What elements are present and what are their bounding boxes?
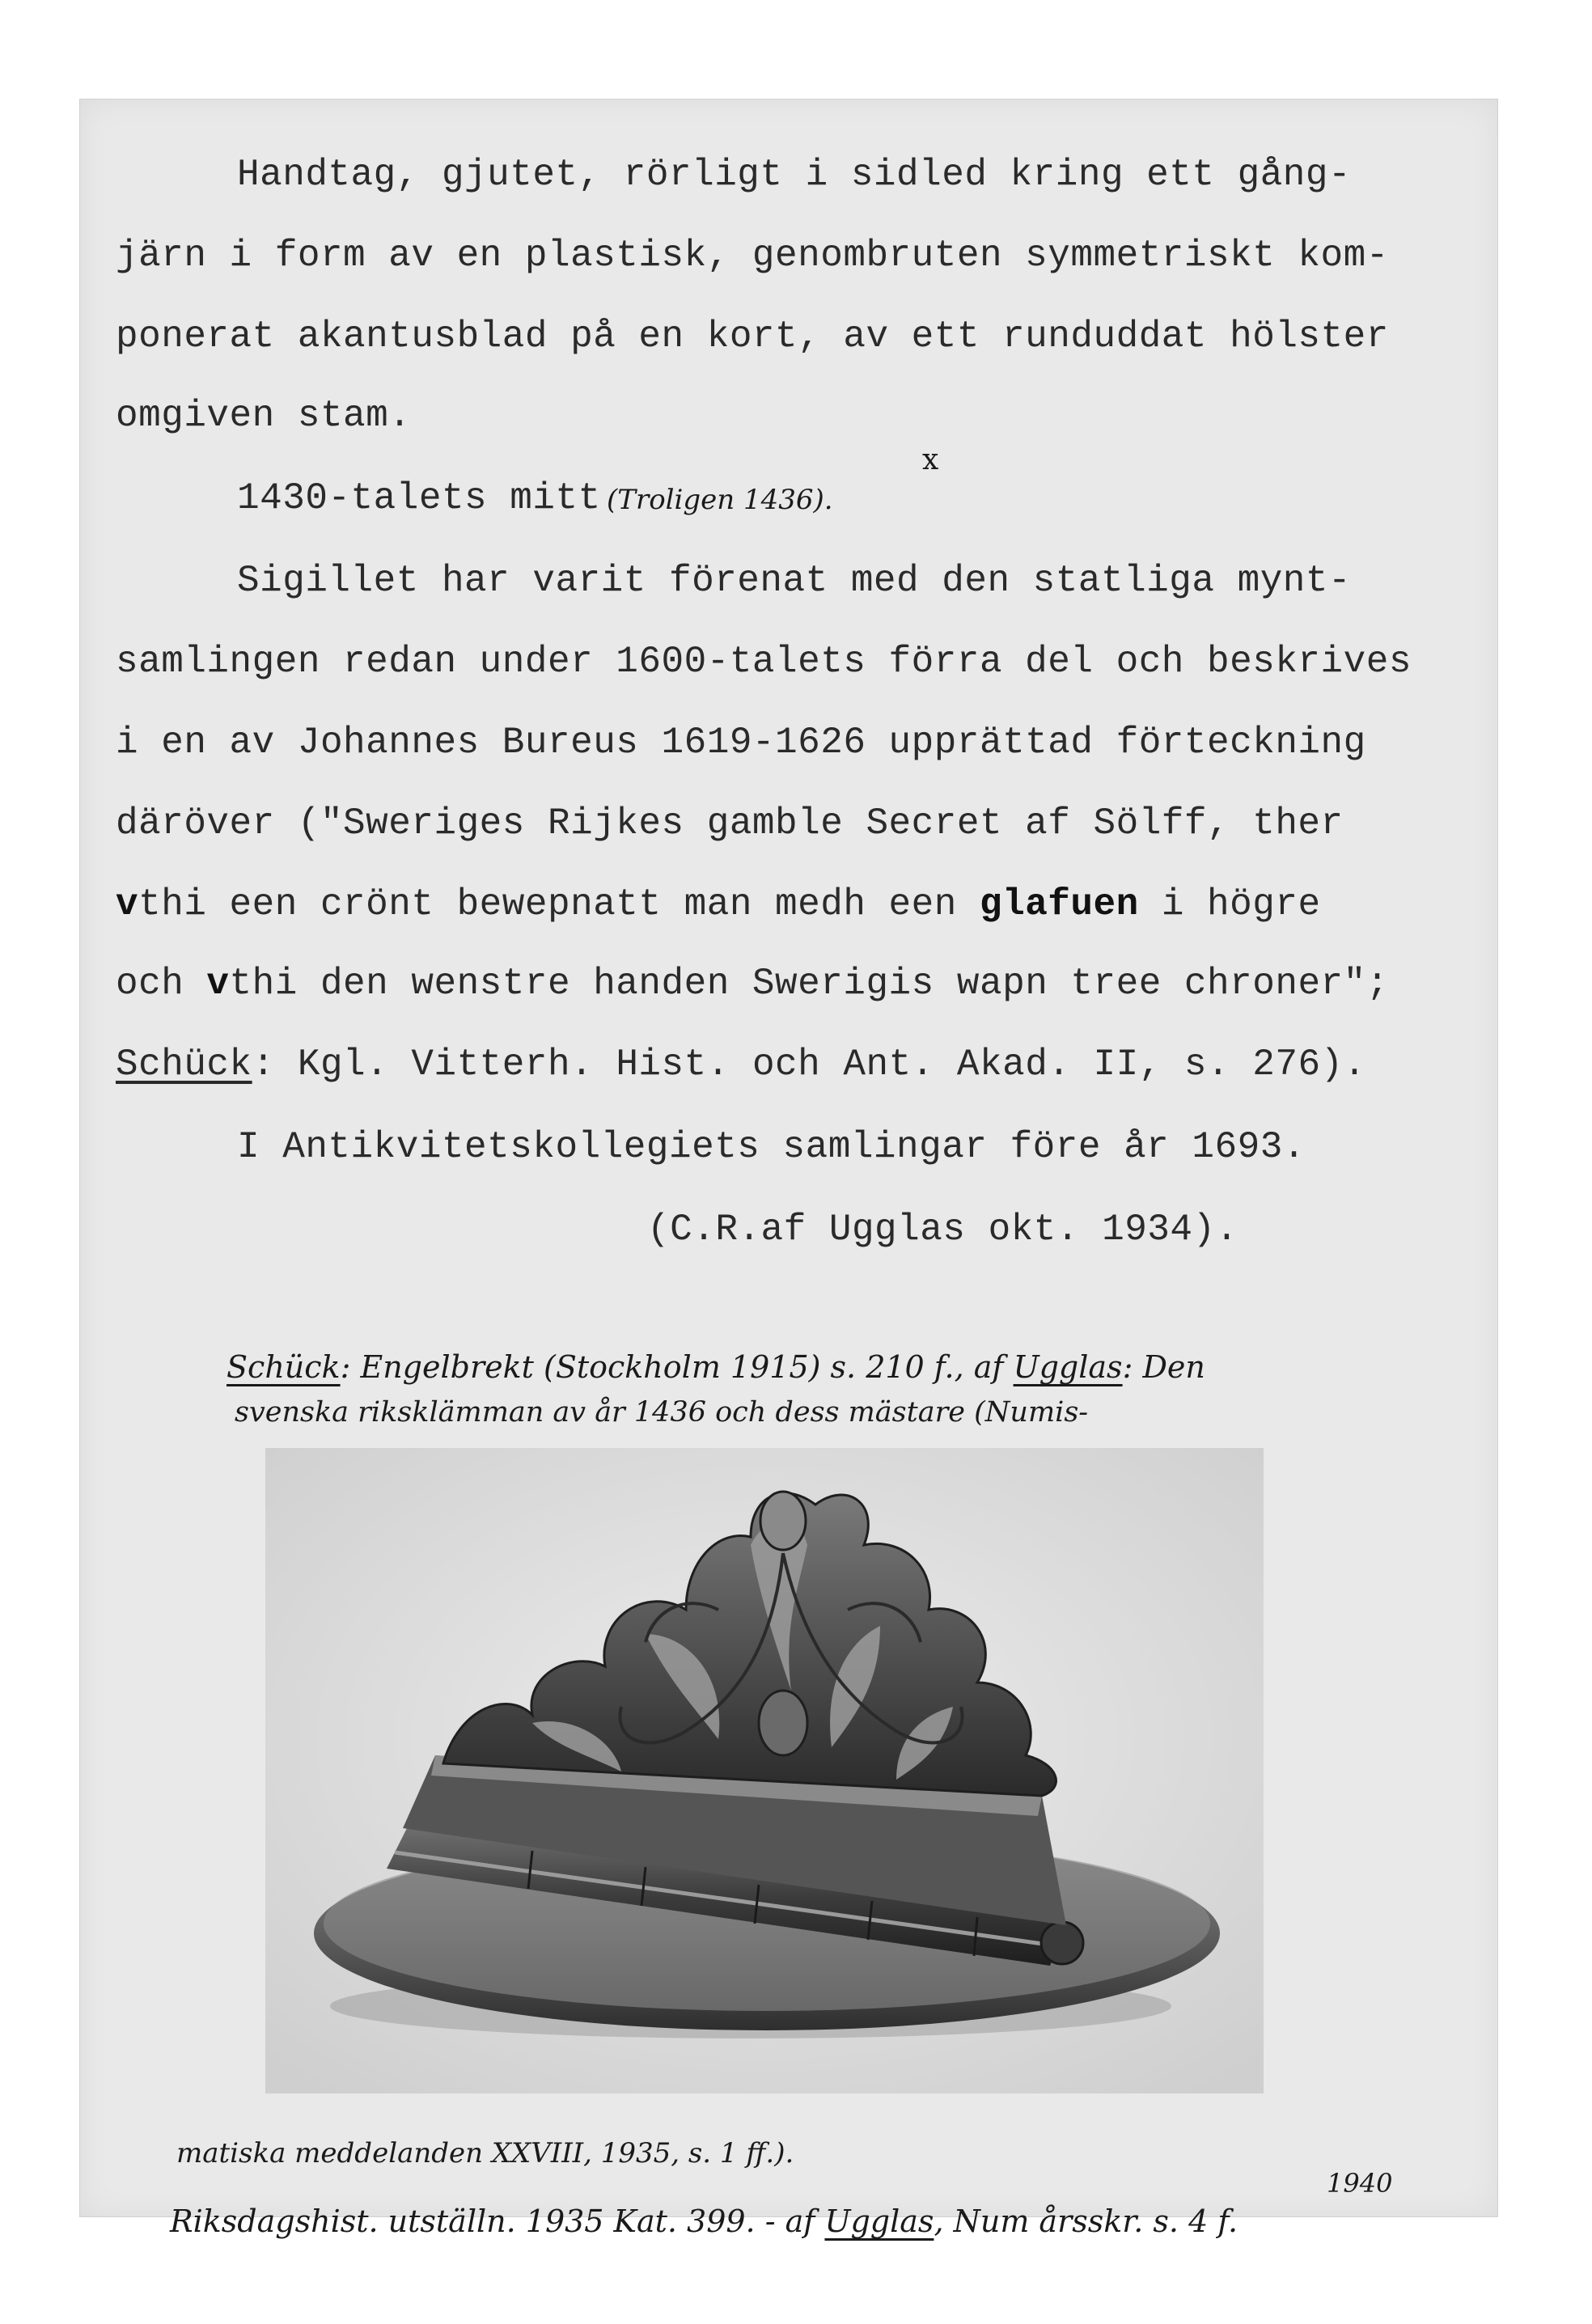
corrected-letter: v [116,883,139,925]
typed-line: järn i form av en plastisk, genombruten symmetriskt kom- [116,235,1389,277]
date-handwritten: (Troligen 1436). [607,484,833,516]
typed-line [116,883,1321,925]
author-name: Ugglas [824,2203,934,2239]
signature: (C.R.af Ugglas okt. 1934). [647,1209,1238,1251]
handwritten-text: : Den [1122,1349,1205,1385]
handwritten-year: 1940 [1327,2168,1393,2199]
typed-line: omgiven stam. [116,395,412,437]
handwritten-text: : Engelbrekt (Stockholm 1915) s. 210 f., af [340,1349,1014,1385]
typed-text: och [116,963,207,1005]
author-name: Schück [227,1349,341,1385]
author-name: Schück [116,1043,252,1086]
typed-line: I Antikvitetskollegiets samlingar före år 1693. [237,1126,1306,1168]
corrected-word: glafuen [979,883,1139,925]
author-name: Ugglas [1013,1349,1123,1385]
handwritten-line: matiska meddelanden XXVIII, 1935, s. 1 ff.). [176,2137,794,2169]
handwritten-text: , Num årsskr. s. 4 f. [934,2203,1238,2239]
handwritten-line [170,2203,1238,2239]
typed-text: thi den wenstre handen Swerigis wapn tree chroner"; [229,963,1389,1005]
typed-line [116,963,1389,1005]
handwritten-line [227,1349,1205,1385]
handwritten-text: Riksdagshist. utställn. 1935 Kat. 399. - af [170,2203,825,2239]
handle-illustration [265,1448,1264,2093]
typed-text: i högre [1138,883,1321,925]
typed-line: däröver ("Sweriges Rijkes gamble Secret af Sölff, ther [116,802,1344,845]
handwritten-line: svenska riksklämman av år 1436 och dess mästare (Numis- [235,1396,1089,1429]
date-typed: 1430-talets mitt [237,477,601,519]
typed-text: : Kgl. Vitterh. Hist. och Ant. Akad. II, s. 276). [252,1043,1366,1086]
typed-line: ponerat akantusblad på en kort, av ett runduddat hölster [116,315,1389,358]
typed-line [116,1043,1366,1086]
typed-text: thi een crönt bewepnatt man medh een [138,883,980,925]
object-photo [265,1448,1264,2093]
typed-line: samlingen redan under 1600-talets förra del och beskrives [116,641,1412,683]
typed-line: Sigillet har varit förenat med den statliga mynt- [237,560,1352,602]
corrected-letter: v [206,963,230,1005]
typed-line: i en av Johannes Bureus 1619-1626 upprättad förteckning [116,722,1366,764]
insert-mark: x [922,443,939,476]
typed-line: Handtag, gjutet, rörligt i sidled kring ett gång- [237,154,1352,196]
